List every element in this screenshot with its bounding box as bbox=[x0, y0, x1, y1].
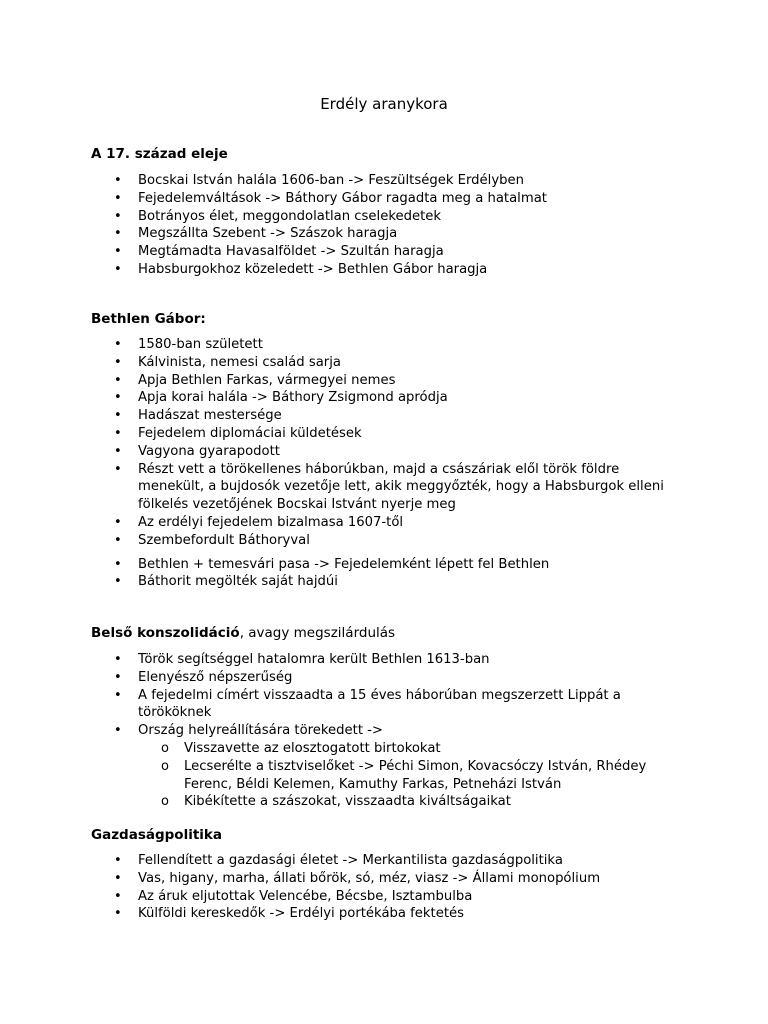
list-item: • Szembefordult Báthoryval bbox=[114, 532, 310, 548]
bullet-icon: • bbox=[114, 906, 122, 922]
bullet-icon: • bbox=[114, 574, 122, 590]
list-item: • Az áruk eljutottak Velencébe, Bécsbe, Isztambulba bbox=[114, 888, 473, 904]
list-item: • Kálvinista, nemesi család sarja bbox=[114, 354, 341, 370]
list-item: • Fejedelem diplomáciai küldetések bbox=[114, 425, 362, 441]
bullet-list-17th-century bbox=[0, 172, 768, 279]
bullet-icon: • bbox=[114, 853, 122, 868]
sub-list-item: o Kibékítette a szászokat, visszaadta kiváltságaikat bbox=[161, 794, 511, 810]
bullet-icon: • bbox=[114, 372, 122, 388]
bullet-icon: • bbox=[114, 244, 122, 260]
list-item: • Külföldi kereskedők -> Erdélyi portékába fektetés bbox=[114, 906, 464, 922]
document-title: Erdély aranykora bbox=[320, 95, 448, 113]
list-item: • Részt vett a törökellenes háborúkban, majd a császáriak elől török földre menekült, a bujdosók vezetője lett, akik meggyőzték, hogy a Habsburgok elleni fölkelés vezetőjének Bocskai Istvánt nyerje meg bbox=[114, 461, 664, 513]
bullet-list-internal-consolidation bbox=[0, 651, 768, 811]
list-item: • Báthorit megölték saját hajdúi bbox=[114, 574, 338, 590]
sub-bullet-icon: o bbox=[161, 758, 169, 774]
sub-bullet-icon: o bbox=[161, 794, 169, 810]
bullet-icon: • bbox=[114, 556, 122, 572]
bullet-list-bethlen-gabor bbox=[0, 336, 768, 591]
section-heading-bethlen-gabor: Bethlen Gábor: bbox=[91, 311, 206, 327]
bullet-icon: • bbox=[114, 532, 122, 548]
bullet-icon: • bbox=[114, 870, 122, 886]
bullet-icon: • bbox=[114, 888, 122, 904]
bullet-icon: • bbox=[114, 226, 122, 242]
list-item: • Elenyésző népszerűség bbox=[114, 669, 293, 685]
bullet-icon: • bbox=[114, 514, 122, 530]
bullet-icon: • bbox=[114, 208, 122, 224]
list-item: • Apja Bethlen Farkas, vármegyei nemes bbox=[114, 372, 396, 388]
list-item: • Fellendített a gazdasági életet -> Merkantilista gazdaságpolitika bbox=[114, 853, 563, 868]
bullet-icon: • bbox=[114, 337, 122, 352]
bullet-icon: • bbox=[114, 190, 122, 206]
bullet-icon: • bbox=[114, 390, 122, 406]
sub-bullet-icon: o bbox=[161, 740, 169, 756]
heading-bold-text: Belső konszolidáció bbox=[91, 625, 240, 641]
bullet-icon: • bbox=[114, 408, 122, 424]
list-item: • 1580-ban született bbox=[114, 337, 263, 352]
bullet-icon: • bbox=[114, 669, 122, 685]
list-item: • Apja korai halála -> Báthory Zsigmond apródja bbox=[114, 390, 448, 406]
bullet-icon: • bbox=[114, 443, 122, 459]
list-item: • Vagyona gyarapodott bbox=[114, 443, 280, 459]
list-item: • Ország helyreállítására törekedett -> bbox=[114, 723, 383, 739]
bullet-icon: • bbox=[114, 461, 122, 477]
list-item: • Botrányos élet, meggondolatlan cselekedetek bbox=[114, 208, 442, 224]
section-heading-economic-policy: Gazdaságpolitika bbox=[91, 827, 222, 843]
sub-list-item: o Lecserélte a tisztviselőket -> Péchi Simon, Kovacsóczy István, Rhédey Ferenc, Béldi Kelemen, Kamuthy Farkas, Petneházi István bbox=[161, 758, 647, 792]
bullet-icon: • bbox=[114, 652, 122, 667]
bullet-icon: • bbox=[114, 261, 122, 277]
heading-suffix-text: , avagy megszilárdulás bbox=[239, 625, 396, 641]
list-item: • Bethlen + temesvári pasa -> Fejedelemként lépett fel Bethlen bbox=[114, 556, 550, 572]
list-item: • Fejedelemváltások -> Báthory Gábor ragadta meg a hatalmat bbox=[114, 190, 547, 206]
list-item: • Bocskai István halála 1606-ban -> Feszültségek Erdélyben bbox=[114, 173, 524, 188]
section-heading-17th-century: A 17. század eleje bbox=[91, 146, 228, 162]
bullet-icon: • bbox=[114, 173, 122, 188]
bullet-icon: • bbox=[114, 687, 122, 703]
sub-list-item: o Visszavette az elosztogatott birtokokat bbox=[161, 740, 441, 756]
section-heading-internal-consolidation bbox=[91, 624, 395, 642]
list-item: • Az erdélyi fejedelem bizalmasa 1607-től bbox=[114, 514, 404, 530]
bullet-icon: • bbox=[114, 425, 122, 441]
bullet-icon: • bbox=[114, 723, 122, 739]
list-item: • Vas, higany, marha, állati bőrök, só, méz, viasz -> Állami monopólium bbox=[114, 870, 601, 886]
bullet-icon: • bbox=[114, 354, 122, 370]
list-item: • Török segítséggel hatalomra került Bethlen 1613-ban bbox=[114, 652, 490, 667]
list-item: • Megtámadta Havasalföldet -> Szultán haragja bbox=[114, 244, 444, 260]
list-item: • Habsburgokhoz közeledett -> Bethlen Gábor haragja bbox=[114, 261, 488, 277]
list-item: • Hadászat mestersége bbox=[114, 408, 282, 424]
bullet-list-economic-policy bbox=[0, 852, 768, 923]
list-item: • A fejedelmi címért visszaadta a 15 éves háborúban megszerzett Lippát a törököknek bbox=[114, 687, 621, 721]
list-item: • Megszállta Szebent -> Szászok haragja bbox=[114, 226, 398, 242]
